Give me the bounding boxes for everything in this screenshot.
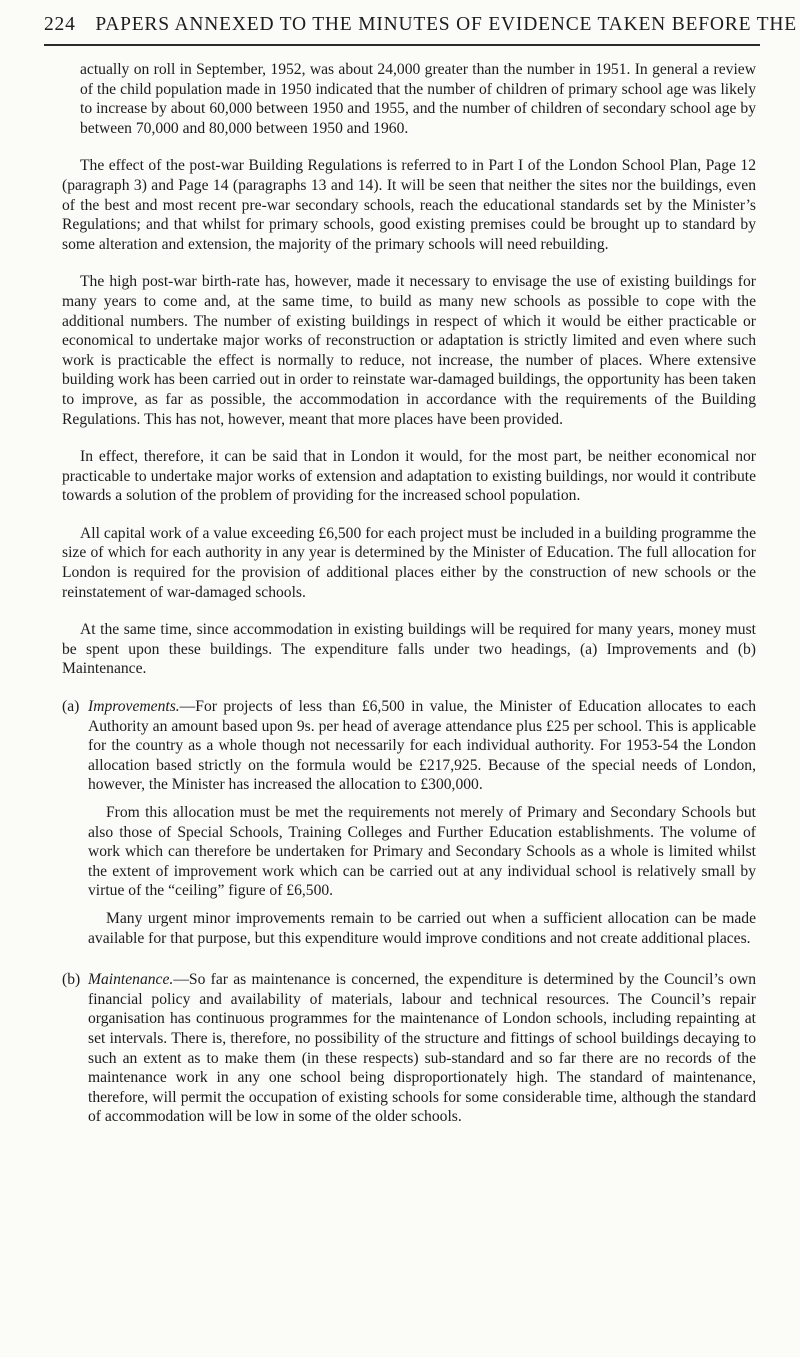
paragraph-building-regulations: The effect of the post-war Building Regulations is referred to in Part I of the London School Plan, Page 12 (paragraph 3) and Page 14 (paragraphs 13 and 14). It will be seen that neither the sites nor the buildings, even of the best and most recent pre-war secondary schools, reach the educational standards set by the Minister’s Regulations; and that whilst for primary schools, good existing premises could be brought up to standard by some alteration and extension, the majority of the primary schools will need rebuilding. bbox=[62, 157, 756, 253]
item-label: (b) bbox=[62, 971, 81, 989]
item-improvements bbox=[62, 697, 756, 956]
maintenance-text-1 bbox=[88, 970, 756, 1127]
header-rule bbox=[44, 44, 760, 46]
item-label: (a) bbox=[62, 698, 80, 716]
improvements-text-2: From this allocation must be met the requirements not merely of Primary and Secondary Schools but also those of Special Schools, Training Colleges and Further Education establishments. The volume of work which can therefore be undertaken for Primary and Secondary Schools as a whole is limited whilst the extent of improvement work which can be carried out at any individual school is relatively small by virtue of the “ceiling” figure of £6,500. bbox=[88, 804, 756, 900]
improvements-text-1 bbox=[88, 697, 756, 795]
improvements-heading: Improvements. bbox=[88, 698, 180, 716]
item-content bbox=[88, 697, 756, 956]
maintenance-body: —So far as maintenance is concerned, the expenditure is determined by the Council’s own financial policy and availability of materials, labour and technical resources. The Council’s repair organisation has continuous programmes for the maintenance of London schools, including repainting at set intervals. There is, therefore, no possibility of the structure and fittings of school buildings decaying to such an extent as to make them (in these respects) sub-standard and so far there are no records of the maintenance work in any one school being disproportionately high. The standard of maintenance, therefore, will permit the occupation of existing schools for some considerable time, although the standard of accommodation will be low in some of the older schools. bbox=[88, 971, 756, 1126]
improvements-body: —For projects of less than £6,500 in value, the Minister of Education allocates to each Authority an amount based upon 9s. per head of average attendance plus £25 per school. This is applicable for the country as a whole though not necessarily for each individual authority. For 1953-54 the London allocation based strictly on the formula would be £217,925. Because of the special needs of London, however, the Minister has increased the allocation to £300,000. bbox=[88, 698, 756, 794]
paragraph-continuation: actually on roll in September, 1952, was about 24,000 greater than the number in 1951. In general a review of the child population made in 1950 indicated that the number of children of primary school age was likely to increase by about 60,000 between 1950 and 1955, and the number of children of secondary school age by between 70,000 and 80,000 between 1950 and 1960. bbox=[80, 61, 756, 137]
running-header bbox=[44, 14, 797, 36]
paragraph-in-effect: In effect, therefore, it can be said that in London it would, for the most part, be neither economical nor practicable to undertake major works of extension and adaptation to existing buildings, nor would it contribute towards a solution of the problem of providing for the increased school population. bbox=[62, 448, 756, 505]
paragraph-expenditure-headings: At the same time, since accommodation in existing buildings will be required for many years, money must be spent upon these buildings. The expenditure falls under two headings, (a) Improvements and (b) Maintenance. bbox=[62, 621, 756, 678]
document-body bbox=[62, 60, 756, 1149]
page-number: 224 bbox=[44, 14, 76, 35]
maintenance-heading: Maintenance. bbox=[88, 971, 174, 989]
item-maintenance bbox=[62, 970, 756, 1135]
paragraph-capital-work: All capital work of a value exceeding £6,500 for each project must be included in a building programme the size of which for each authority in any year is determined by the Minister of Education. The full allocation for London is required for the provision of additional places either by the construction of new schools or the reinstatement of war-damaged schools. bbox=[62, 524, 756, 601]
paragraph-birth-rate: The high post-war birth-rate has, however, made it necessary to envisage the use of existing buildings for many years to come and, at the same time, to build as many new schools as possible to cope with the additional numbers. The number of existing buildings in respect of which it would be either practicable or economical to undertake major works of reconstruction or adaptation is strictly limited and even where such work is practicable the effect is normally to reduce, not increase, the number of places. Where extensive building work has been carried out in order to reinstate war-damaged buildings, the opportunity has been taken to improve, as far as possible, the accommodation in accordance with the requirements of the Building Regulations. This has not, however, meant that more places have been provided. bbox=[62, 273, 756, 428]
item-content bbox=[88, 970, 756, 1135]
running-title: PAPERS ANNEXED TO THE MINUTES OF EVIDENCE TAKEN BEFORE THE bbox=[95, 14, 797, 35]
improvements-text-3: Many urgent minor improvements remain to be carried out when a sufficient allocation can be made available for that purpose, but this expenditure would improve conditions and not create additional places. bbox=[88, 909, 756, 947]
